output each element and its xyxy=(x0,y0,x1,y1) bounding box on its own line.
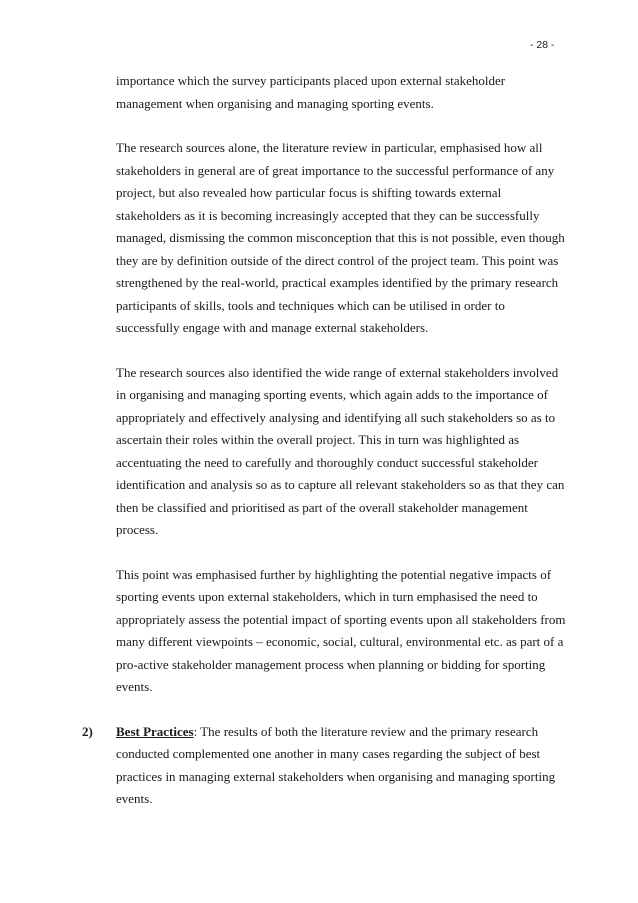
text-line: managed, dismissing the common misconception that this is not possible, even though xyxy=(116,230,565,245)
numbered-item-best-practices xyxy=(82,721,576,811)
list-number: 2) xyxy=(82,723,93,739)
text-line: pro-active stakeholder management process when planning or bidding for sporting xyxy=(116,656,546,672)
text-line: stakeholders in general are of great importance to the successful performance of any xyxy=(116,162,555,178)
text-line: ascertain their roles within the overall project. This in turn was highlighted as xyxy=(116,432,520,447)
text-line: participants of skills, tools and techniques which can be utilised in order to xyxy=(116,297,505,313)
text-line: project, but also revealed how particular focus is shifting towards external xyxy=(116,185,502,200)
document-body xyxy=(82,70,576,811)
text-line: events. xyxy=(116,791,153,806)
text-line: conducted complemented one another in many cases regarding the subject of best xyxy=(116,746,541,761)
text-line: stakeholders as it is becoming increasingly accepted that they can be successfully xyxy=(116,207,540,223)
paragraph-1 xyxy=(116,70,576,115)
text-line: identification and analysis so as to capture all relevant stakeholders so as that they can xyxy=(116,477,565,492)
text-fragment: : The results of both the literature review and the primary research xyxy=(193,723,539,739)
text-line xyxy=(116,721,576,744)
text-line: The research sources alone, the literature review in particular, emphasised how all xyxy=(116,140,543,155)
text-line: importance which the survey participants placed upon external stakeholder xyxy=(116,73,506,88)
text-line: process. xyxy=(116,522,159,537)
text-line: then be classified and prioritised as part of the overall stakeholder management xyxy=(116,499,528,515)
paragraph-3 xyxy=(116,362,576,542)
text-line: accentuating the need to carefully and thoroughly conduct successful stakeholder xyxy=(116,454,538,470)
text-line: appropriately assess the potential impact of sporting events upon all stakeholders from xyxy=(116,611,566,627)
section-heading: Best Practices xyxy=(116,723,194,739)
text-line: many different viewpoints – economic, social, cultural, environmental etc. as part of a xyxy=(116,634,564,649)
page-number: - 28 - xyxy=(530,39,555,51)
text-line: successfully engage with and manage external stakeholders. xyxy=(116,320,429,335)
text-line: This point was emphasised further by highlighting the potential negative impacts of xyxy=(116,566,552,582)
paragraph-4 xyxy=(116,564,576,699)
text-line: they are by definition outside of the direct control of the project team. This point was xyxy=(116,252,559,268)
text-line: in organising and managing sporting events, which again adds to the importance of xyxy=(116,387,548,402)
text-line: events. xyxy=(116,679,153,694)
text-line: strengthened by the real-world, practical examples identified by the primary research xyxy=(116,275,559,290)
text-line: The research sources also identified the wide range of external stakeholders involved xyxy=(116,364,559,380)
text-line: sporting events upon external stakeholders, which in turn emphasised the need to xyxy=(116,589,538,604)
text-line: appropriately and effectively analysing and identifying all such stakeholders so as to xyxy=(116,409,556,425)
text-line: management when organising and managing sporting events. xyxy=(116,95,434,111)
paragraph-2 xyxy=(116,137,576,340)
text-line: practices in managing external stakeholders when organising and managing sporting xyxy=(116,768,556,784)
